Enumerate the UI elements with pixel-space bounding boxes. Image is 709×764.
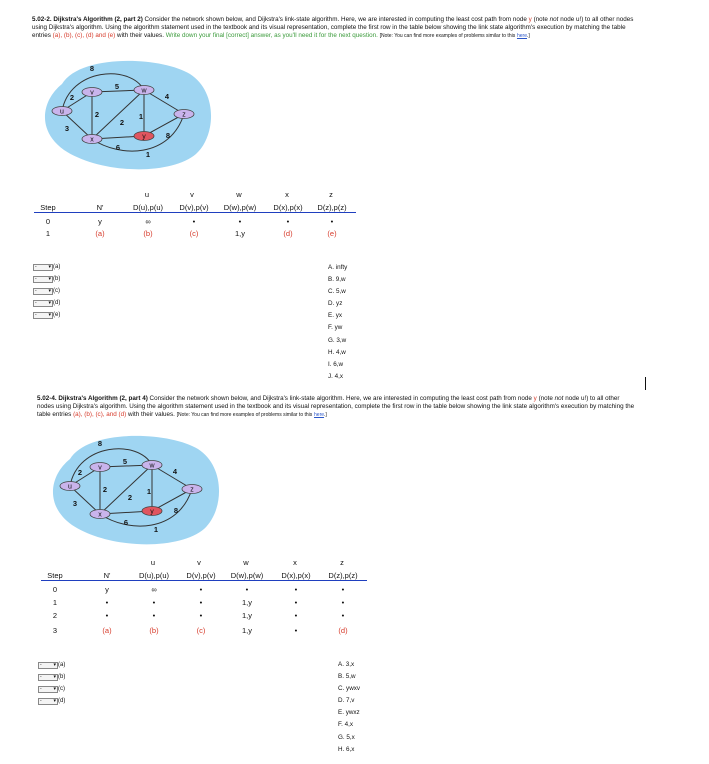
node-u: u — [60, 108, 64, 116]
dropdown[interactable]: - ▾ — [35, 263, 51, 270]
dropdown[interactable]: - ▾ — [40, 673, 56, 680]
weight-x-z: 1 — [153, 525, 159, 534]
list-item: J. 4,x — [328, 372, 344, 380]
weight-w-z: 4 — [172, 467, 178, 476]
dropdown[interactable]: - ▾ — [35, 287, 51, 294]
chevron-down-icon: ▾ — [53, 685, 56, 692]
list-item: A. infty — [328, 264, 348, 271]
examples-link[interactable]: here — [314, 412, 325, 419]
chevron-down-icon: ▾ — [48, 263, 51, 270]
node-y: y — [150, 508, 154, 516]
answer-select-c[interactable]: - ▾ (c) — [40, 685, 65, 692]
weight-v-w: 5 — [122, 457, 128, 466]
answer-select-a[interactable]: - ▾ (a) — [40, 661, 66, 668]
answer-select-e[interactable]: - ▾ (e) — [35, 311, 61, 318]
list-item: D. 7,v — [338, 697, 355, 705]
node-w: w — [141, 87, 147, 95]
weight-w-x: 2 — [119, 118, 125, 127]
answer-select-a[interactable]: - ▾ (a) — [35, 263, 61, 270]
weight-x-y: 6 — [123, 518, 129, 527]
weight-y-z: 8 — [173, 506, 179, 515]
chevron-down-icon: ▾ — [53, 661, 56, 668]
chevron-down-icon: ▾ — [48, 287, 51, 294]
text-cursor — [645, 377, 646, 390]
col-step: Step — [47, 571, 63, 580]
question-1-title: 5.02-2. Dijkstra's Algorithm (2, part 2) — [32, 16, 143, 23]
weight-w-y: 1 — [138, 112, 144, 121]
list-item: G. 5,x — [338, 733, 355, 741]
list-item: E. ywxz — [338, 709, 360, 717]
col-step: Step — [40, 203, 56, 212]
network-graph-1 — [40, 58, 212, 170]
weight-u-x: 3 — [72, 499, 78, 508]
node-v: v — [90, 89, 94, 97]
list-item: H. 4,w — [328, 348, 346, 356]
weight-v-x: 2 — [94, 110, 100, 119]
list-item: B. 5,w — [338, 673, 356, 681]
answer-options-1 — [328, 262, 347, 383]
list-item: C. ywxv — [338, 685, 361, 693]
list-item: A. 3,x — [338, 661, 355, 668]
weight-v-w: 5 — [114, 82, 120, 91]
weight-x-z: 1 — [145, 150, 151, 159]
weight-u-v: 2 — [77, 468, 83, 477]
question-2-title: 5.02-4. Dijkstra's Algorithm (2, part 4) — [37, 395, 148, 402]
question-1-text: 5.02-2. Dijkstra's Algorithm (2, part 2) Consider the network shown below, and Dijkstra's link-state algorithm. Here, we are interested in computing the least cost path from node y (note not node u!) to all other nodes using Dijkstra's algorithm. Using the algorithm statement used in the textbook and its visual representation, complete the first row in the table below showing the link state algorithm's execution by matching the table entries (a), (b), (c), (d) and (e) with their values. Write down your final [correct] answer, as you'll need it for the next question. [Note: You can find more examples of problems similar to this here.] — [32, 16, 634, 40]
weight-x-y: 6 — [115, 143, 121, 152]
node-v: v — [98, 464, 102, 472]
weight-v-x: 2 — [102, 485, 108, 494]
weight-u-x: 3 — [64, 124, 70, 133]
dropdown[interactable]: - ▾ — [40, 697, 56, 704]
node-w: w — [149, 462, 155, 470]
answer-select-b[interactable]: - ▾ (b) — [40, 673, 66, 680]
list-item: G. 3,w — [328, 336, 347, 344]
examples-link[interactable]: here — [516, 33, 527, 40]
list-item: B. 9,w — [328, 276, 346, 284]
weight-w-x: 2 — [127, 493, 133, 502]
node-u: u — [68, 483, 72, 491]
chevron-down-icon: ▾ — [48, 275, 51, 282]
answer-select-d[interactable]: - ▾ (d) — [35, 299, 61, 306]
list-item: F. 4,x — [338, 721, 354, 729]
list-item: E. yx — [328, 312, 342, 320]
list-item: D. yz — [328, 300, 343, 308]
weight-y-z: 8 — [165, 131, 171, 140]
dropdown[interactable]: - ▾ — [40, 685, 56, 692]
chevron-down-icon: ▾ — [48, 299, 51, 306]
list-item: F. yw — [328, 324, 343, 332]
question-2-text: 5.02-4. Dijkstra's Algorithm (2, part 4) Consider the network shown below, and Dijkstra's link-state algorithm. Here, we are interested in computing the least cost path from node y (note not node u!) to all other nodes using Dijkstra's algorithm. Using the algorithm statement used in the textbook and its visual representation, complete the first row in the table below showing the link state algorithm's execution by matching the table entries (a), (b), (c), and (d) with their values. [Note: You can find more examples of problems similar to this here.] — [37, 395, 635, 419]
node-x: x — [98, 511, 102, 519]
answer-select-d[interactable]: - ▾ (d) — [40, 697, 66, 704]
dropdown[interactable]: - ▾ — [40, 661, 56, 668]
answer-select-c[interactable]: - ▾ (c) — [35, 287, 60, 294]
dropdown[interactable]: - ▾ — [35, 299, 51, 306]
weight-w-z: 4 — [164, 92, 170, 101]
node-y: y — [142, 133, 146, 141]
answer-select-b[interactable]: - ▾ (b) — [35, 275, 61, 282]
weight-u-w: 8 — [89, 64, 95, 73]
list-item: H. 6,x — [338, 745, 355, 753]
list-item: C. 5,w — [328, 288, 346, 296]
answer-options-2 — [338, 659, 360, 756]
weight-u-v: 2 — [69, 93, 75, 102]
weight-u-w: 8 — [97, 439, 103, 448]
chevron-down-icon: ▾ — [53, 697, 56, 704]
chevron-down-icon: ▾ — [53, 673, 56, 680]
chevron-down-icon: ▾ — [48, 311, 51, 318]
node-x: x — [90, 136, 94, 144]
node-z: z — [190, 486, 194, 494]
dropdown[interactable]: - ▾ — [35, 311, 51, 318]
weight-w-y: 1 — [146, 487, 152, 496]
network-graph-2 — [48, 433, 220, 545]
list-item: I. 6,w — [328, 360, 344, 368]
node-z: z — [182, 111, 186, 119]
dropdown[interactable]: - ▾ — [35, 275, 51, 282]
